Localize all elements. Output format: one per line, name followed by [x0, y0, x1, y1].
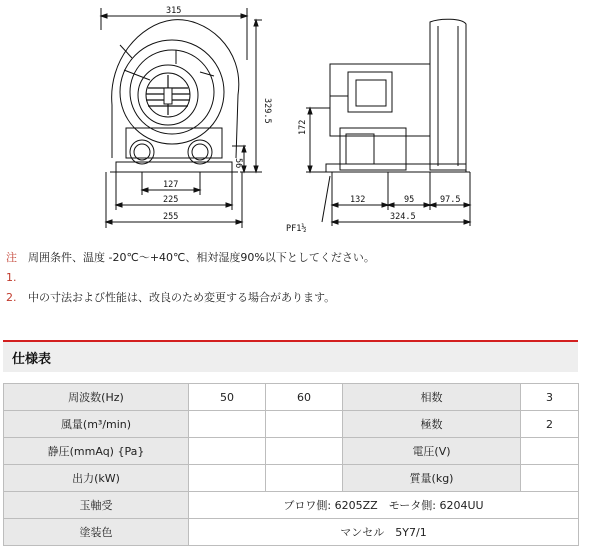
table-row	[4, 492, 579, 519]
spec-header	[3, 340, 578, 372]
notes	[6, 248, 581, 308]
paint-label: 塗装色	[4, 519, 189, 546]
dim-225: 225	[163, 195, 179, 205]
dim-132: 132	[350, 195, 366, 205]
bearing-label: 玉軸受	[4, 492, 189, 519]
voltage-value	[521, 438, 579, 465]
output-50	[189, 465, 266, 492]
dim-329-5: 329.5	[262, 98, 272, 124]
table-row	[4, 411, 579, 438]
poles-label: 極数	[343, 411, 521, 438]
bearing-value: ブロワ側: 6205ZZ モータ側: 6204UU	[189, 492, 579, 519]
spec-title: 仕様表	[12, 351, 52, 367]
note-number-1: 1.	[6, 271, 17, 284]
spec-table	[3, 383, 579, 546]
output-label: 出力(kW)	[4, 465, 189, 492]
dim-172: 172	[298, 119, 308, 135]
dim-97-5: 97.5	[440, 195, 461, 205]
phase-label: 相数	[343, 384, 521, 411]
dim-255: 255	[163, 212, 179, 222]
note-change: 中の寸法および性能は、改良のため変更する場合があります。	[28, 291, 336, 304]
note-ambient: 周囲条件、温度 -20℃～+40℃、相対湿度90%以下としてください。	[28, 251, 375, 264]
dimension-drawing	[0, 0, 589, 240]
port-label: PF1½	[286, 224, 307, 234]
voltage-label: 電圧(V)	[343, 438, 521, 465]
table-row	[4, 465, 579, 492]
note-number-2: 2.	[6, 291, 17, 304]
dim-324-5: 324.5	[390, 212, 416, 222]
freq-60: 60	[266, 384, 343, 411]
table-row	[4, 519, 579, 546]
pressure-50	[189, 438, 266, 465]
dim-95: 95	[404, 195, 415, 205]
front-view	[101, 8, 262, 228]
airflow-50	[189, 411, 266, 438]
dim-127: 127	[163, 180, 179, 190]
note-1	[6, 248, 581, 268]
paint-value: マンセル 5Y7/1	[189, 519, 579, 546]
dim-315: 315	[166, 6, 182, 16]
output-60	[266, 465, 343, 492]
dim-56: 56	[233, 158, 243, 169]
note-num-1	[6, 268, 581, 288]
phase-value: 3	[521, 384, 579, 411]
mass-value	[521, 465, 579, 492]
freq-label: 周波数(Hz)	[4, 384, 189, 411]
freq-50: 50	[189, 384, 266, 411]
mass-label: 質量(kg)	[343, 465, 521, 492]
pressure-60	[266, 438, 343, 465]
airflow-label: 風量(m³/min)	[4, 411, 189, 438]
note-2	[6, 288, 581, 308]
note-mark: 注	[6, 251, 17, 264]
table-row	[4, 384, 579, 411]
table-row	[4, 438, 579, 465]
pressure-label: 静圧(mmAq) {Pa}	[4, 438, 189, 465]
airflow-60	[266, 411, 343, 438]
poles-value: 2	[521, 411, 579, 438]
